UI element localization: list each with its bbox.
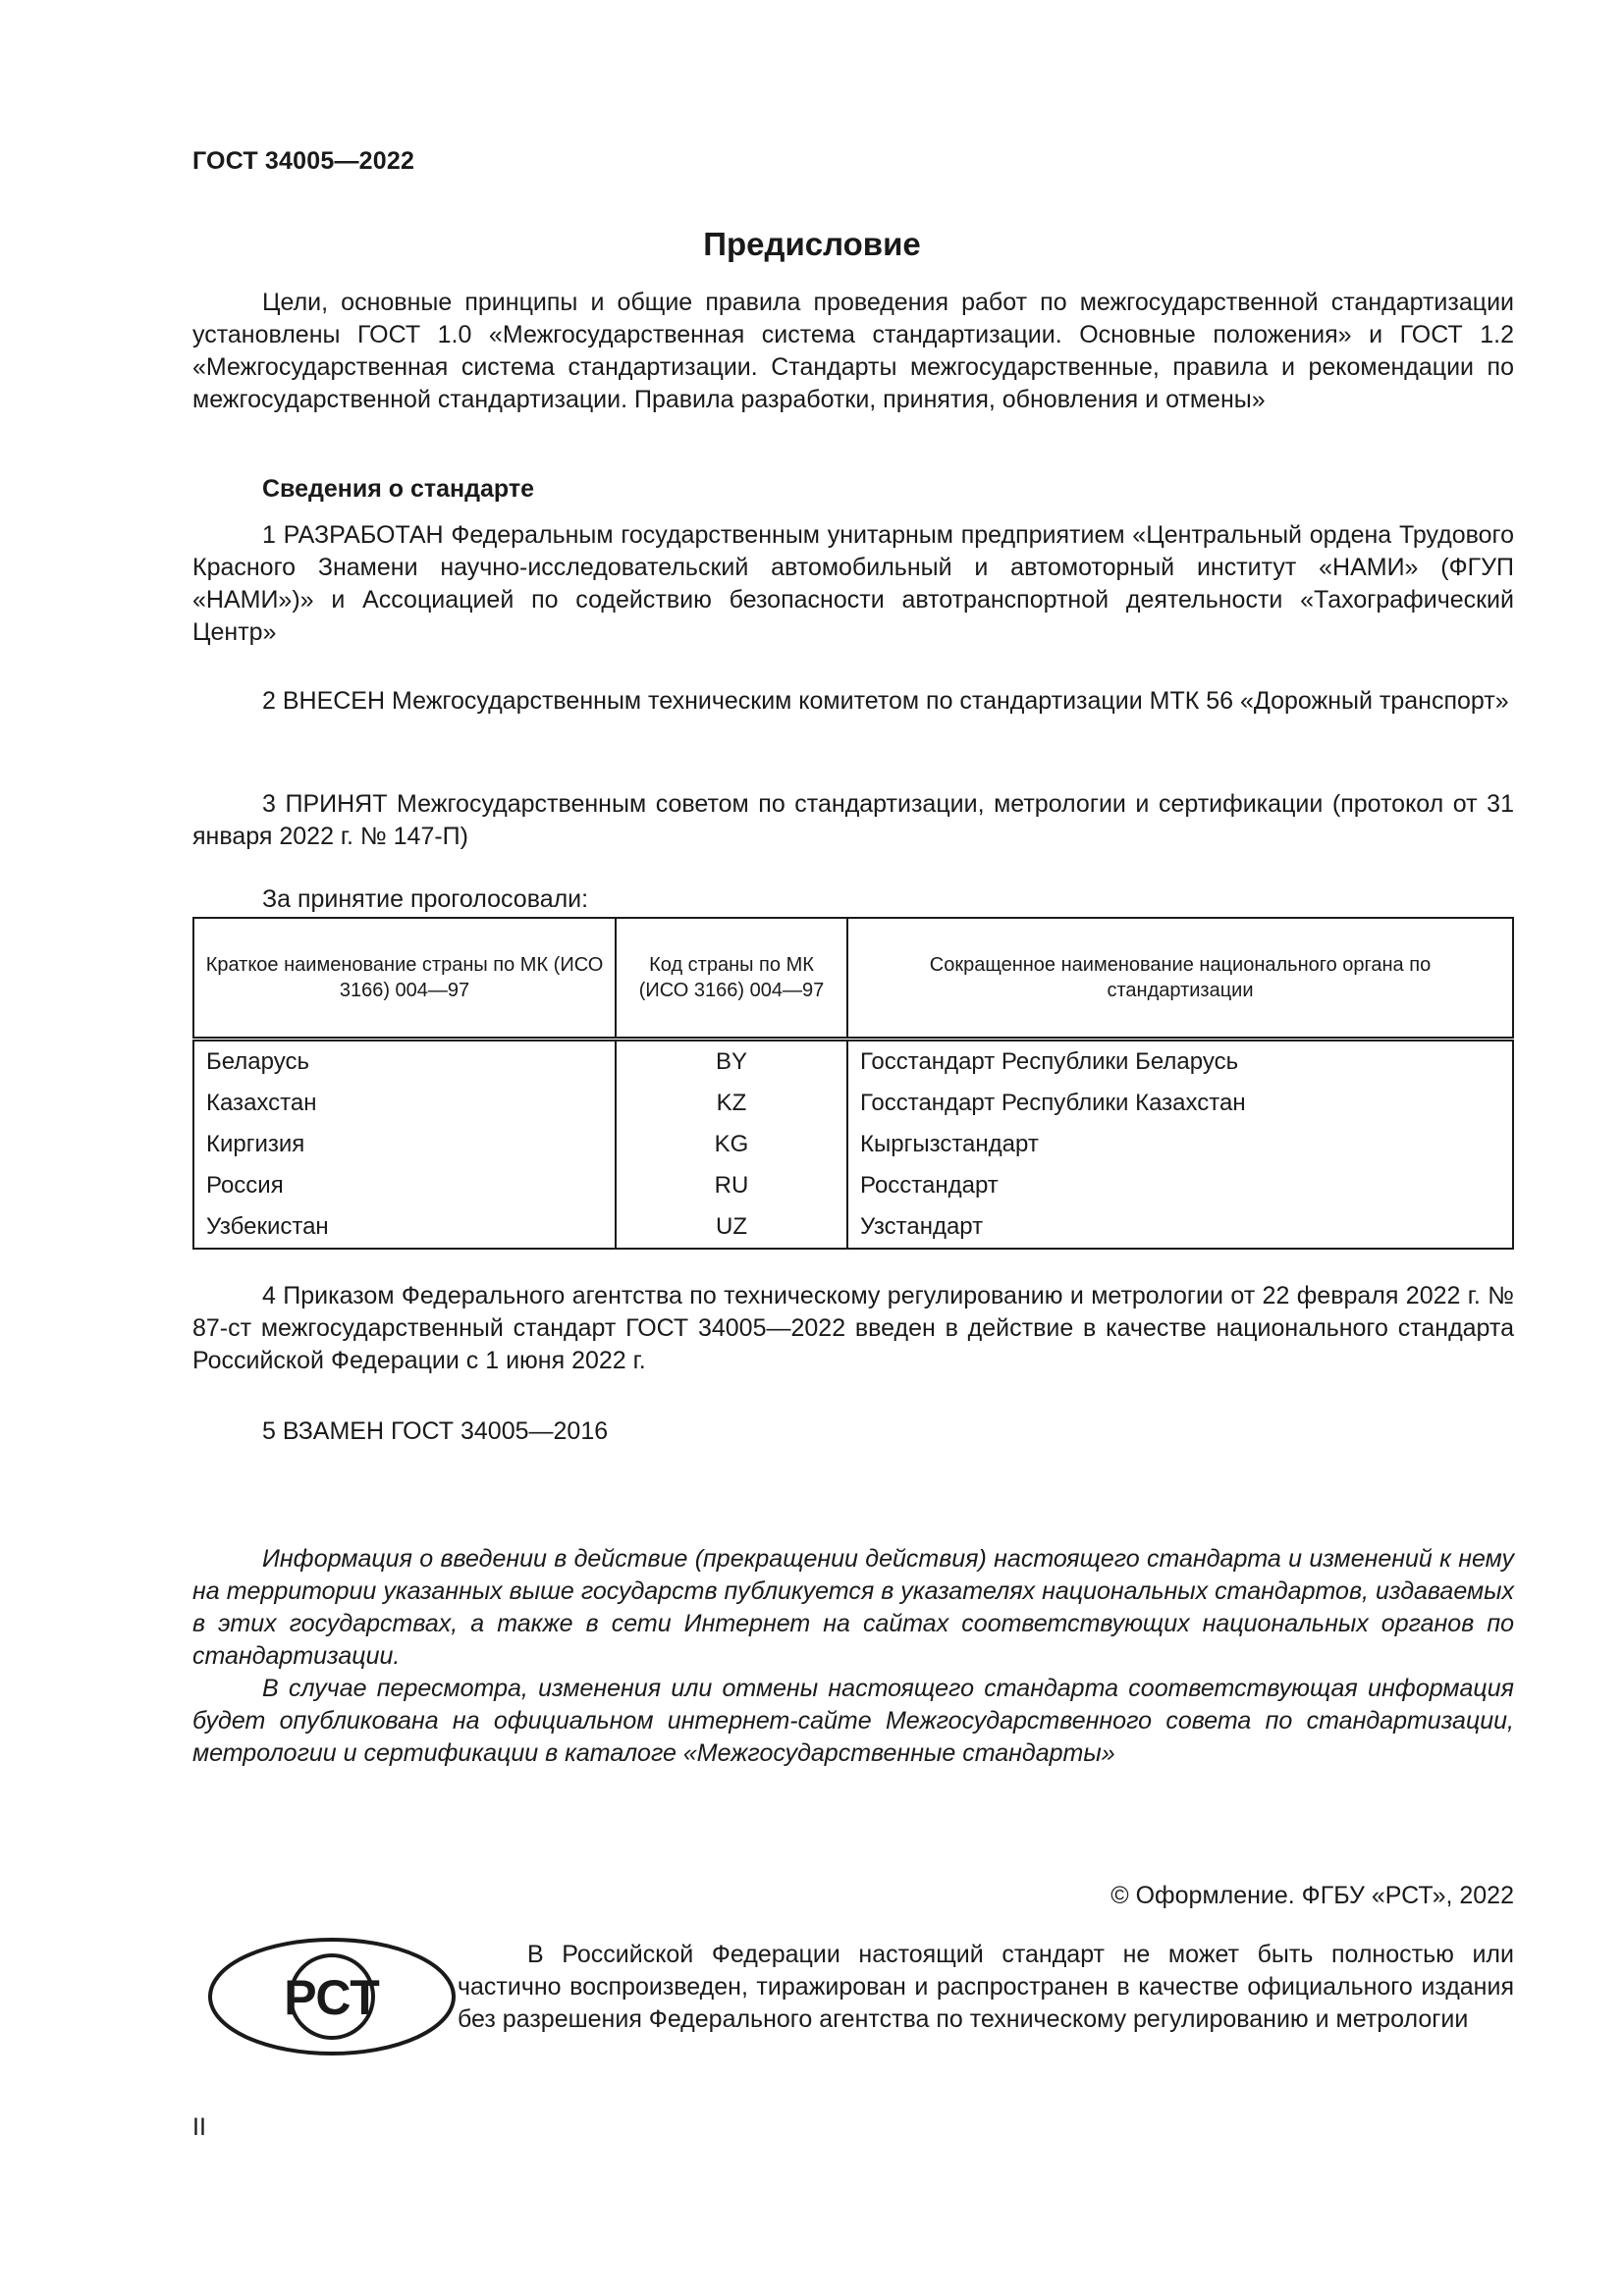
document-code-header: ГОСТ 34005—2022 [192,147,415,175]
body-cell: Госстандарт Республики Казахстан [847,1083,1513,1124]
info-item-4: 4 Приказом Федерального агентства по техническому регулированию и метрологии от 22 февраля 2022 г. № 87-ст межгосударственный стандарт ГОСТ 34005—2022 введен в действие в качестве национального стандарта Российской Федерации с 1 июня 2022 г. [192,1282,1514,1374]
table-row [193,1124,1513,1165]
table-row [193,1040,1513,1084]
body-cell: Узстандарт [847,1206,1513,1249]
info-item-3: 3 ПРИНЯТ Межгосударственным советом по стандартизации, метрологии и сертификации (протокол от 31 января 2022 г. № 147-П) [192,790,1514,850]
member-states-table [192,917,1514,1250]
country-cell: Беларусь [193,1040,616,1084]
logo-lettering: РСТ [284,1970,380,2025]
info-item-5: 5 ВЗАМЕН ГОСТ 34005—2016 [262,1417,609,1445]
code-cell: UZ [616,1206,847,1249]
code-cell: KZ [616,1083,847,1124]
table-row [193,1206,1513,1249]
info-note-text: Информация о введении в действие (прекращении действия) настоящего стандарта и изменений к нему на территории указанных выше государств публикуется в указателях национальных стандартов, издаваемых в этих государствах, а также в сети Интернет на сайтах соответствующих национальных органов по стандартизации. [192,1545,1514,1670]
table-row [193,1083,1513,1124]
country-cell: Киргизия [193,1124,616,1165]
column-header-code: Код страны по МК (ИСО 3166) 004—97 [616,918,847,1040]
body-cell: Госстандарт Республики Беларусь [847,1040,1513,1084]
page-number: II [192,2113,206,2141]
code-cell: BY [616,1040,847,1084]
vote-label: За принятие проголосовали: [262,885,589,913]
column-header-country: Краткое наименование страны по МК (ИСО 3166) 004—97 [193,918,616,1040]
revision-note-text: В случае пересмотра, изменения или отмены настоящего стандарта соответствующая информация будет опубликована на официальном интернет-сайте Межгосударственного совета по стандартизации, метрологии и сертификации в каталоге «Межгосударственные стандарты» [192,1675,1514,1767]
country-cell: Россия [193,1165,616,1206]
info-item-2: 2 ВНЕСЕН Межгосударственным техническим комитетом по стандартизации МТК 56 «Дорожный транспорт» [262,687,1509,715]
country-cell: Казахстан [193,1083,616,1124]
column-header-body: Сокращенное наименование национального органа по стандартизации [847,918,1513,1040]
preface-intro: Цели, основные принципы и общие правила проведения работ по межгосударственной стандартизации установлены ГОСТ 1.0 «Межгосударственная система стандартизации. Основные положения» и ГОСТ 1.2 «Межгосударственная система стандартизации. Стандарты межгосударственные, правила и рекомендации по межгосударственной стандартизации. Правила разработки, принятия, обновления и отмены» [192,289,1514,413]
code-cell: RU [616,1165,847,1206]
body-cell: Кыргызстандарт [847,1124,1513,1165]
copyright-notice: В Российской Федерации настоящий стандарт не может быть полностью или частично воспроизведен, тиражирован и распространен в качестве официального издания без разрешения Федерального агентства по техническому регулированию и метрологии [458,1941,1514,2033]
table-header-row [193,918,1513,1040]
copyright-text: © Оформление. ФГБУ «РСТ», 2022 [1110,1882,1514,1909]
preface-title: Предисловие [703,226,921,262]
standard-info-heading: Сведения о стандарте [262,475,535,503]
table-row [193,1165,1513,1206]
body-cell: Росстандарт [847,1165,1513,1206]
code-cell: KG [616,1124,847,1165]
info-item-1: 1 РАЗРАБОТАН Федеральным государственным унитарным предприятием «Центральный ордена Трудового Красного Знамени научно-исследовательский автомобильный и автомоторный институт «НАМИ» (ФГУП «НАМИ»)» и Ассоциацией по содействию безопасности автотранспортной деятельности «Тахографический Центр» [192,521,1514,646]
rst-logo [206,1936,458,2057]
country-cell: Узбекистан [193,1206,616,1249]
